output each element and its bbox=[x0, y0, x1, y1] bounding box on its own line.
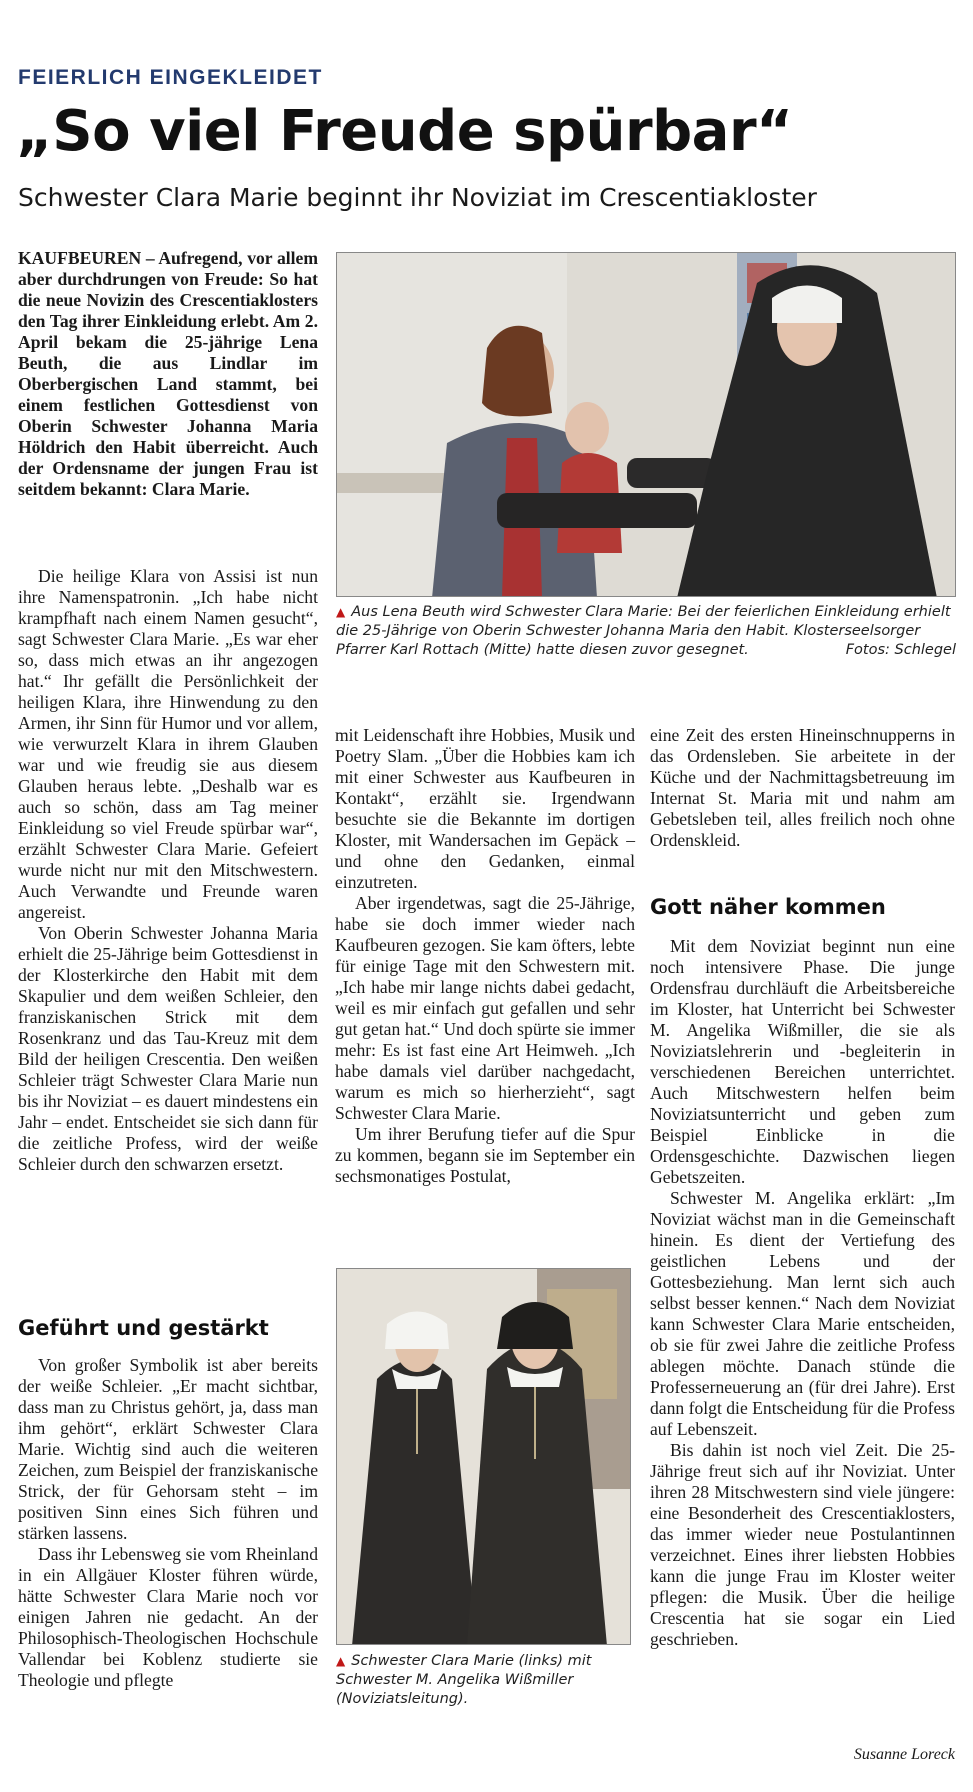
photo-investiture-caption bbox=[336, 603, 956, 660]
lead-text: – Aufregend, vor allem aber durchdrungen von Freude: So hat die neue Novizin des Crescentiaklosters den Tag ihrer Einkleidung erlebt. Am 2. April bekam die 25-jährige Lena Beuth, die aus Lindlar im Oberbergischen Land stammt, bei einem festlichen Gottesdienst von Oberin Schwester Johanna Maria Höldrich den Habit überreicht. Auch der Ordensname der jungen Frau ist seitdem bekannt: Clara Marie. bbox=[18, 248, 318, 499]
dateline: KAUFBEUREN bbox=[18, 248, 142, 268]
author-byline: Susanne Loreck bbox=[853, 1746, 955, 1763]
photo-credit: Fotos: Schlegel bbox=[845, 642, 956, 658]
photo-investiture-image bbox=[337, 253, 956, 597]
kicker: FEIERLICH EINGEKLEIDET bbox=[18, 66, 323, 89]
paragraph: Bis dahin ist noch viel Zeit. Die 25-Jährige freut sich auf ihr Noviziat. Unter ihren 28 Mitschwestern sind viele jüngere: eine Besonderheit des Crescentiaklosters, das immer wieder neue Postulantinnen verzeichnet. Eines ihrer liebsten Hobbies kann die junge Frau im Kloster weiter pflegen: die Musik. Über die heilige Crescentia hat sie sogar ein Lied geschrieben. bbox=[650, 1440, 955, 1649]
section-heading-closer-to-god: Gott näher kommen bbox=[650, 895, 886, 919]
paragraph: Von Oberin Schwester Johanna Maria erhielt die 25-Jährige beim Gottesdienst in der Klosterkirche den Habit mit dem Skapulier und dem weißen Schleier, den franziskanischen Strick mit dem Rosenkranz und das Tau-Kreuz mit dem Bild der heiligen Crescentia. Den weißen Schleier trägt Schwester Clara Marie nun bis ihr Noviziat – es dauert mindestens ein Jahr – endet. Entscheidet sie sich dann für die zeitliche Profess, wird der weiße Schleier durch den schwarzen ersetzt. bbox=[18, 923, 318, 1174]
paragraph: Von großer Symbolik ist aber bereits der weiße Schleier. „Er macht sichtbar, dass man zu Christus gehört, ja, dass man ihm gehört“, erklärt Schwester Clara Marie. Wichtig sind auch die weiteren Zeichen, zum Beispiel der franziskanische Strick, der für Gehorsam steht – im positiven Sinn eines Sich führen und stärken lassens. bbox=[18, 1355, 318, 1543]
paragraph: Mit dem Noviziat beginnt nun eine noch intensivere Phase. Die junge Ordensfrau durchläuft die Arbeitsbereiche im Kloster, hat Unterricht bei Schwester M. Angelika Wißmiller, die sie als Noviziatslehrerin und -begleiterin in verschiedenen Bereichen unterrichtet. Auch Mitschwestern helfen beim Noviziatsunterricht und geben zum Beispiel Einblicke in die Ordensgeschichte. Dazwischen liegen Gebetszeiten. bbox=[650, 936, 955, 1187]
column-3-continued bbox=[650, 936, 955, 1650]
photo-two-sisters-image bbox=[337, 1269, 631, 1645]
caption-text: Aus Lena Beuth wird Schwester Clara Marie: Bei der feierlichen Einkleidung erhielt die 25-Jährige von Oberin Schwester Johanna Maria den Habit. Klosterseelsorger Pfarrer Karl Rottach (Mitte) hatte diesen zuvor gesegnet. bbox=[336, 604, 951, 658]
photo-two-sisters-caption bbox=[336, 1652, 636, 1709]
paragraph: Um ihrer Berufung tiefer auf die Spur zu kommen, begann sie im September ein sechsmonatiges Postulat, bbox=[335, 1124, 635, 1186]
paragraph: eine Zeit des ersten Hineinschnupperns in das Ordensleben. Sie arbeitete in der Küche und der Nachmittagsbetreuung im Internat St. Maria mit und nahm am Gebetsleben teil, alles freilich noch ohne Ordenskleid. bbox=[650, 725, 955, 850]
paragraph: Dass ihr Lebensweg sie vom Rheinland in ein Allgäuer Kloster führen würde, hätte Schwester Clara Marie noch vor einigen Jahren nie gedacht. An der Philosophisch-Theologischen Hochschule Vallendar bei Koblenz studierte sie Theologie und pflegte bbox=[18, 1544, 318, 1690]
caption-marker-icon: ▲ bbox=[336, 1654, 346, 1668]
photo-investiture bbox=[336, 252, 956, 597]
column-1 bbox=[18, 566, 318, 1175]
column-3 bbox=[650, 725, 955, 851]
paragraph: Die heilige Klara von Assisi ist nun ihre Namenspatronin. „Ich habe nicht krampfhaft nach einem Namen gesucht“, sagt Schwester Clara Marie. „Es war eher so, dass mich etwas an ihr angezogen hat.“ Ihr gefällt die Persönlichkeit der heiligen Klara, ihre Hinwendung zu den Armen, ihr Sinn für Humor und vor allem, wie verwurzelt Klara in ihrem Glauben war und wie freudig sie aus diesem Glauben heraus lebte. „Deshalb war es auch so schön, dass am Tag meiner Einkleidung so viel Freude spürbar war“, erzählt Schwester Clara Marie. Gefeiert wurde nicht nur mit den Mitschwestern. Auch Verwandte und Freunde waren angereist. bbox=[18, 566, 318, 922]
paragraph: Schwester M. Angelika erklärt: „Im Noviziat wächst man in die Gemeinschaft hinein. Es dient der Vertiefung des geistlichen Lebens und der Gottesbeziehung. Man lernt sich auch selbst besser kennen.“ Nach dem Noviziat kann Schwester Clara Marie entscheiden, ob sie für zwei Jahre die zeitliche Profess ablegen möchte. Danach stünde die Professerneuerung an (für drei Jahre). Erst dann folgt die Entscheidung für die Profess auf Lebenszeit. bbox=[650, 1188, 955, 1439]
paragraph: Aber irgendetwas, sagt die 25-Jährige, habe sie doch immer wieder nach Kaufbeuren gezogen. Sie kam öfters, lebte für einige Tage mit den Schwestern mit. „Ich habe mir lange nichts dabei gedacht, weil es mir einfach gut gefallen und sehr gut getan hat.“ Und doch spürte sie immer mehr: Es ist fast eine Art Heimweh. „Ich habe damals viel darüber nachgedacht, warum es mich so hierherzieht“, sagt Schwester Clara Marie. bbox=[335, 893, 635, 1123]
subheadline: Schwester Clara Marie beginnt ihr Noviziat im Crescentiakloster bbox=[18, 183, 817, 212]
column-1-continued bbox=[18, 1355, 318, 1691]
headline: „So viel Freude spürbar“ bbox=[16, 99, 793, 164]
caption-text: Schwester Clara Marie (links) mit Schwester M. Angelika Wißmiller (Noviziatsleitung). bbox=[336, 1653, 592, 1707]
photo-two-sisters bbox=[336, 1268, 631, 1645]
paragraph: mit Leidenschaft ihre Hobbies, Musik und Poetry Slam. „Über die Hobbies kam ich mit einer Schwester aus Kaufbeuren in Kontakt“, erzählt sie. Irgendwann besuchte sie die Bekannte im dortigen Kloster, mit Wandersachen im Gepäck – und ohne den Gedanken, einmal einzutreten. bbox=[335, 725, 635, 892]
lead-paragraph bbox=[18, 248, 318, 500]
column-2 bbox=[335, 725, 635, 1187]
caption-marker-icon: ▲ bbox=[336, 605, 346, 619]
section-heading-guided: Geführt und gestärkt bbox=[18, 1316, 269, 1340]
